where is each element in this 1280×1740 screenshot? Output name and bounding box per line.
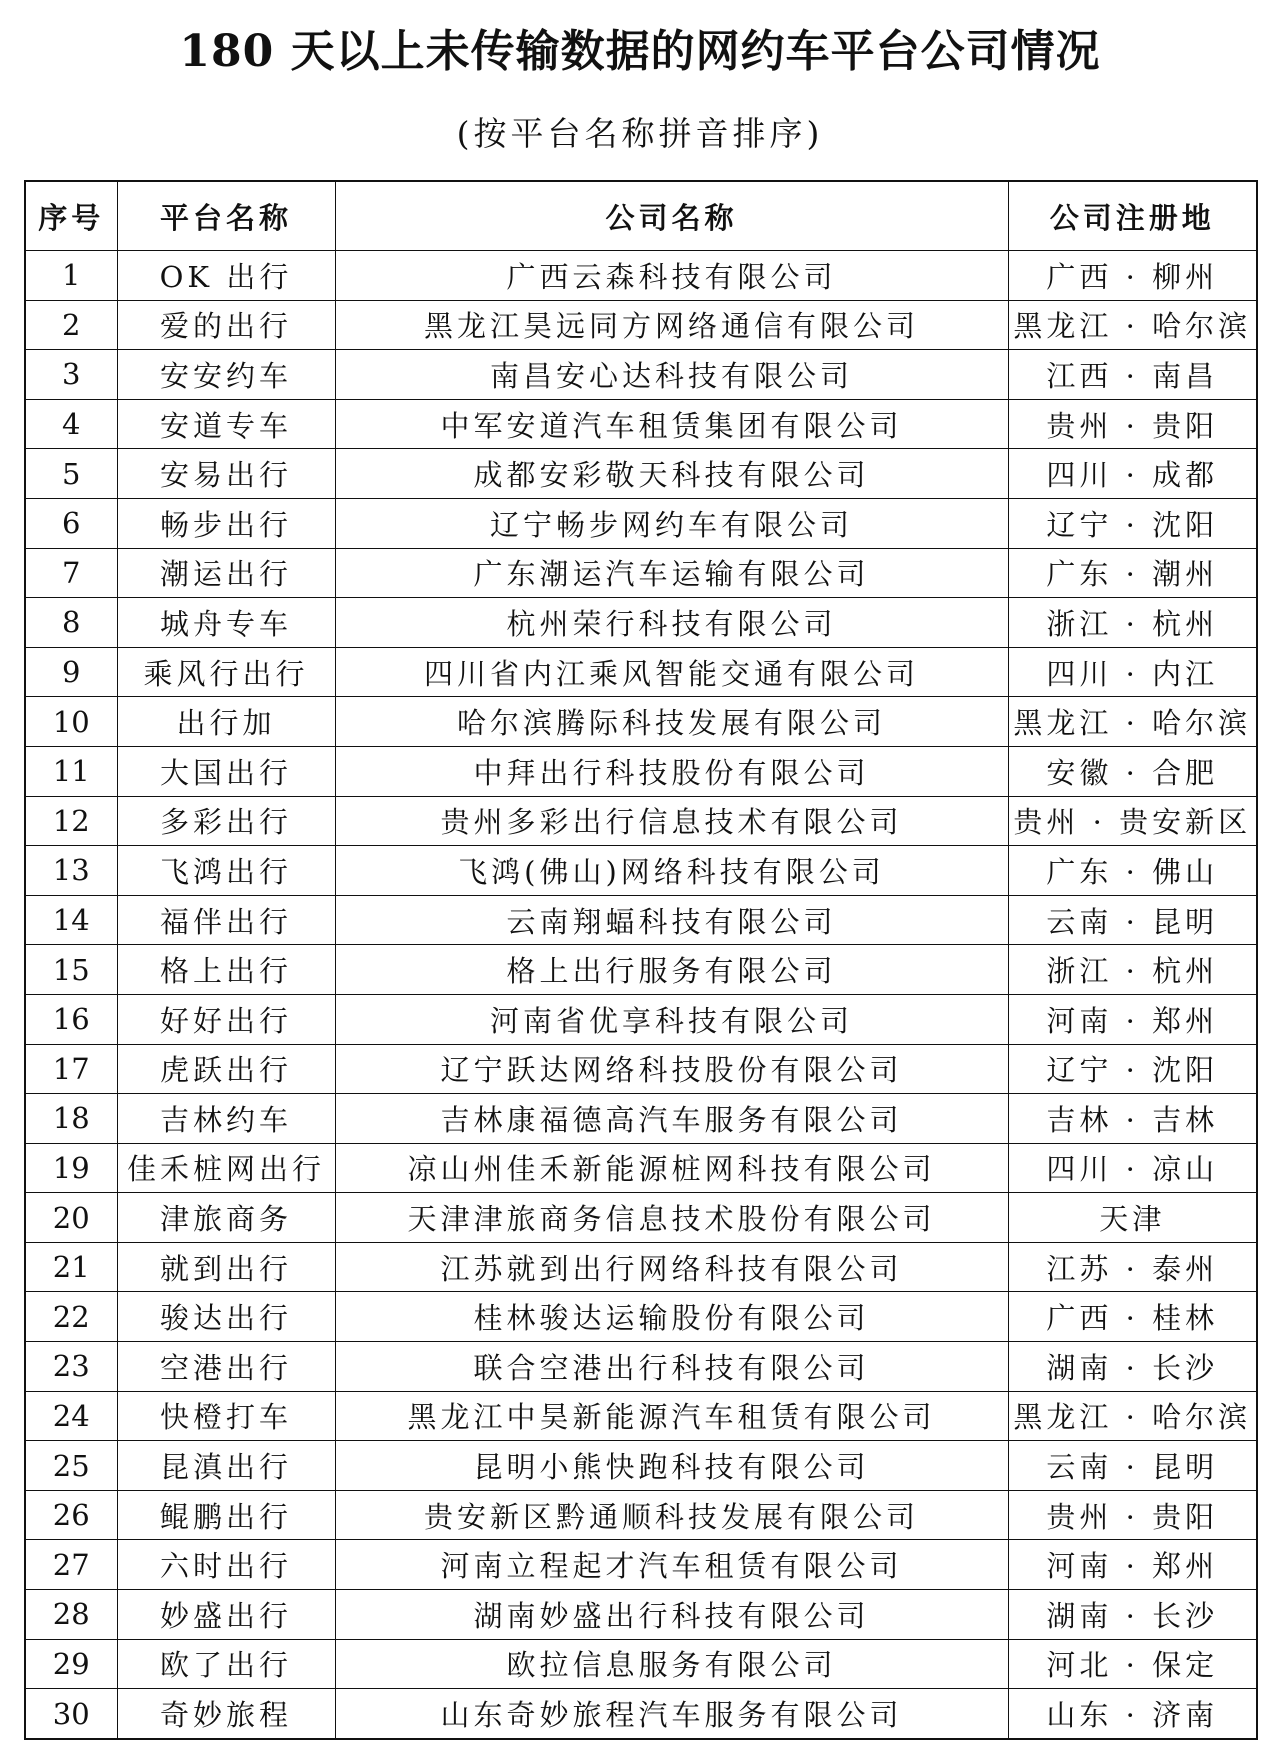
cell-company-name: 昆明小熊快跑科技有限公司 <box>335 1441 1008 1491</box>
cell-company-name: 湖南妙盛出行科技有限公司 <box>335 1590 1008 1640</box>
cell-registration-place: 浙江 · 杭州 <box>1008 598 1257 648</box>
table-row <box>25 1342 1257 1392</box>
table-row <box>25 846 1257 896</box>
table-row <box>25 1639 1257 1689</box>
cell-platform-name: 妙盛出行 <box>117 1590 335 1640</box>
cell-company-name: 广西云森科技有限公司 <box>335 251 1008 301</box>
cell-registration-place: 天津 <box>1008 1193 1257 1243</box>
cell-platform-name: 安安约车 <box>117 350 335 400</box>
document-subtitle: (按平台名称拼音排序) <box>456 114 824 153</box>
table-row <box>25 796 1257 846</box>
cell-registration-place: 四川 · 内江 <box>1008 647 1257 697</box>
table-row <box>25 350 1257 400</box>
table-body <box>25 251 1257 1739</box>
cell-company-name: 桂林骏达运输股份有限公司 <box>335 1292 1008 1342</box>
cell-registration-place: 云南 · 昆明 <box>1008 895 1257 945</box>
cell-company-name: 凉山州佳禾新能源桩网科技有限公司 <box>335 1143 1008 1193</box>
cell-registration-place: 辽宁 · 沈阳 <box>1008 498 1257 548</box>
cell-company-name: 云南翔蝠科技有限公司 <box>335 895 1008 945</box>
cell-registration-place: 贵州 · 贵安新区 <box>1008 796 1257 846</box>
cell-index: 8 <box>25 598 117 648</box>
table-row <box>25 300 1257 350</box>
cell-registration-place: 广西 · 柳州 <box>1008 251 1257 301</box>
cell-company-name: 天津津旅商务信息技术股份有限公司 <box>335 1193 1008 1243</box>
cell-index: 6 <box>25 498 117 548</box>
cell-company-name: 格上出行服务有限公司 <box>335 945 1008 995</box>
document-title: 180 天以上未传输数据的网约车平台公司情况 <box>179 26 1101 77</box>
cell-registration-place: 黑龙江 · 哈尔滨 <box>1008 300 1257 350</box>
table-row <box>25 1441 1257 1491</box>
table-row <box>25 1540 1257 1590</box>
cell-platform-name: 空港出行 <box>117 1342 335 1392</box>
cell-company-name: 辽宁跃达网络科技股份有限公司 <box>335 1044 1008 1094</box>
cell-registration-place: 黑龙江 · 哈尔滨 <box>1008 697 1257 747</box>
cell-registration-place: 江西 · 南昌 <box>1008 350 1257 400</box>
cell-platform-name: 六时出行 <box>117 1540 335 1590</box>
cell-registration-place: 湖南 · 长沙 <box>1008 1590 1257 1640</box>
cell-index: 18 <box>25 1094 117 1144</box>
cell-registration-place: 云南 · 昆明 <box>1008 1441 1257 1491</box>
table-row <box>25 598 1257 648</box>
table-row <box>25 449 1257 499</box>
cell-company-name: 黑龙江中昊新能源汽车租赁有限公司 <box>335 1391 1008 1441</box>
cell-platform-name: 奇妙旅程 <box>117 1689 335 1739</box>
cell-platform-name: 潮运出行 <box>117 548 335 598</box>
cell-registration-place: 山东 · 济南 <box>1008 1689 1257 1739</box>
cell-company-name: 联合空港出行科技有限公司 <box>335 1342 1008 1392</box>
cell-index: 30 <box>25 1689 117 1739</box>
table-row <box>25 548 1257 598</box>
cell-index: 24 <box>25 1391 117 1441</box>
cell-company-name: 四川省内江乘风智能交通有限公司 <box>335 647 1008 697</box>
cell-platform-name: 福伴出行 <box>117 895 335 945</box>
cell-platform-name: 出行加 <box>117 697 335 747</box>
cell-index: 2 <box>25 300 117 350</box>
cell-index: 15 <box>25 945 117 995</box>
cell-index: 27 <box>25 1540 117 1590</box>
cell-index: 21 <box>25 1242 117 1292</box>
table-row <box>25 1242 1257 1292</box>
cell-platform-name: 畅步出行 <box>117 498 335 548</box>
cell-registration-place: 黑龙江 · 哈尔滨 <box>1008 1391 1257 1441</box>
cell-company-name: 贵州多彩出行信息技术有限公司 <box>335 796 1008 846</box>
cell-company-name: 辽宁畅步网约车有限公司 <box>335 498 1008 548</box>
cell-platform-name: 鲲鹏出行 <box>117 1490 335 1540</box>
cell-company-name: 成都安彩敬天科技有限公司 <box>335 449 1008 499</box>
table-row <box>25 251 1257 301</box>
table-row <box>25 1391 1257 1441</box>
cell-index: 1 <box>25 251 117 301</box>
cell-index: 5 <box>25 449 117 499</box>
cell-index: 29 <box>25 1639 117 1689</box>
cell-registration-place: 辽宁 · 沈阳 <box>1008 1044 1257 1094</box>
cell-registration-place: 河北 · 保定 <box>1008 1639 1257 1689</box>
cell-index: 12 <box>25 796 117 846</box>
cell-registration-place: 贵州 · 贵阳 <box>1008 1490 1257 1540</box>
table-row <box>25 399 1257 449</box>
cell-registration-place: 四川 · 凉山 <box>1008 1143 1257 1193</box>
cell-registration-place: 广东 · 佛山 <box>1008 846 1257 896</box>
cell-platform-name: 好好出行 <box>117 994 335 1044</box>
cell-platform-name: 格上出行 <box>117 945 335 995</box>
cell-registration-place: 贵州 · 贵阳 <box>1008 399 1257 449</box>
cell-index: 17 <box>25 1044 117 1094</box>
table-row <box>25 1143 1257 1193</box>
cell-company-name: 中拜出行科技股份有限公司 <box>335 746 1008 796</box>
table-row <box>25 746 1257 796</box>
table-row <box>25 498 1257 548</box>
cell-company-name: 江苏就到出行网络科技有限公司 <box>335 1242 1008 1292</box>
table-row <box>25 1044 1257 1094</box>
cell-company-name: 黑龙江昊远同方网络通信有限公司 <box>335 300 1008 350</box>
table-row <box>25 697 1257 747</box>
platform-table <box>24 180 1258 1740</box>
cell-platform-name: 安道专车 <box>117 399 335 449</box>
cell-platform-name: 安易出行 <box>117 449 335 499</box>
cell-platform-name: 吉林约车 <box>117 1094 335 1144</box>
cell-company-name: 广东潮运汽车运输有限公司 <box>335 548 1008 598</box>
table-row <box>25 647 1257 697</box>
cell-registration-place: 安徽 · 合肥 <box>1008 746 1257 796</box>
cell-platform-name: 虎跃出行 <box>117 1044 335 1094</box>
cell-company-name: 飞鸿(佛山)网络科技有限公司 <box>335 846 1008 896</box>
cell-company-name: 河南立程起才汽车租赁有限公司 <box>335 1540 1008 1590</box>
cell-company-name: 河南省优享科技有限公司 <box>335 994 1008 1044</box>
cell-platform-name: 爱的出行 <box>117 300 335 350</box>
cell-registration-place: 湖南 · 长沙 <box>1008 1342 1257 1392</box>
table-row <box>25 994 1257 1044</box>
cell-platform-name: 城舟专车 <box>117 598 335 648</box>
cell-registration-place: 江苏 · 泰州 <box>1008 1242 1257 1292</box>
table-row <box>25 895 1257 945</box>
cell-company-name: 山东奇妙旅程汽车服务有限公司 <box>335 1689 1008 1739</box>
cell-index: 3 <box>25 350 117 400</box>
table-row <box>25 1292 1257 1342</box>
cell-platform-name: 大国出行 <box>117 746 335 796</box>
cell-registration-place: 河南 · 郑州 <box>1008 1540 1257 1590</box>
table-row <box>25 1490 1257 1540</box>
cell-registration-place: 河南 · 郑州 <box>1008 994 1257 1044</box>
cell-index: 20 <box>25 1193 117 1243</box>
cell-index: 22 <box>25 1292 117 1342</box>
table-header-row <box>25 181 1257 251</box>
cell-index: 9 <box>25 647 117 697</box>
cell-index: 25 <box>25 1441 117 1491</box>
table-row <box>25 1590 1257 1640</box>
cell-index: 16 <box>25 994 117 1044</box>
cell-company-name: 欧拉信息服务有限公司 <box>335 1639 1008 1689</box>
header-company-name: 公司名称 <box>335 181 1008 251</box>
cell-index: 7 <box>25 548 117 598</box>
cell-company-name: 南昌安心达科技有限公司 <box>335 350 1008 400</box>
cell-index: 14 <box>25 895 117 945</box>
cell-company-name: 杭州荣行科技有限公司 <box>335 598 1008 648</box>
cell-registration-place: 广西 · 桂林 <box>1008 1292 1257 1342</box>
header-index: 序号 <box>25 181 117 251</box>
cell-index: 28 <box>25 1590 117 1640</box>
cell-platform-name: 快橙打车 <box>117 1391 335 1441</box>
cell-company-name: 吉林康福德高汽车服务有限公司 <box>335 1094 1008 1144</box>
cell-platform-name: 昆滇出行 <box>117 1441 335 1491</box>
cell-platform-name: 飞鸿出行 <box>117 846 335 896</box>
cell-registration-place: 四川 · 成都 <box>1008 449 1257 499</box>
cell-platform-name: 就到出行 <box>117 1242 335 1292</box>
cell-index: 4 <box>25 399 117 449</box>
cell-platform-name: 佳禾桩网出行 <box>117 1143 335 1193</box>
table-row <box>25 1193 1257 1243</box>
header-platform-name: 平台名称 <box>117 181 335 251</box>
cell-company-name: 哈尔滨腾际科技发展有限公司 <box>335 697 1008 747</box>
header-registration-place: 公司注册地 <box>1008 181 1257 251</box>
cell-company-name: 贵安新区黔通顺科技发展有限公司 <box>335 1490 1008 1540</box>
table-row <box>25 1094 1257 1144</box>
cell-platform-name: 多彩出行 <box>117 796 335 846</box>
cell-platform-name: OK 出行 <box>117 251 335 301</box>
cell-registration-place: 广东 · 潮州 <box>1008 548 1257 598</box>
cell-index: 10 <box>25 697 117 747</box>
cell-company-name: 中军安道汽车租赁集团有限公司 <box>335 399 1008 449</box>
cell-index: 19 <box>25 1143 117 1193</box>
cell-index: 23 <box>25 1342 117 1392</box>
cell-index: 11 <box>25 746 117 796</box>
cell-platform-name: 乘风行出行 <box>117 647 335 697</box>
cell-registration-place: 浙江 · 杭州 <box>1008 945 1257 995</box>
cell-platform-name: 津旅商务 <box>117 1193 335 1243</box>
cell-platform-name: 骏达出行 <box>117 1292 335 1342</box>
cell-platform-name: 欧了出行 <box>117 1639 335 1689</box>
table-row <box>25 945 1257 995</box>
table-row <box>25 1689 1257 1739</box>
cell-registration-place: 吉林 · 吉林 <box>1008 1094 1257 1144</box>
cell-index: 26 <box>25 1490 117 1540</box>
cell-index: 13 <box>25 846 117 896</box>
